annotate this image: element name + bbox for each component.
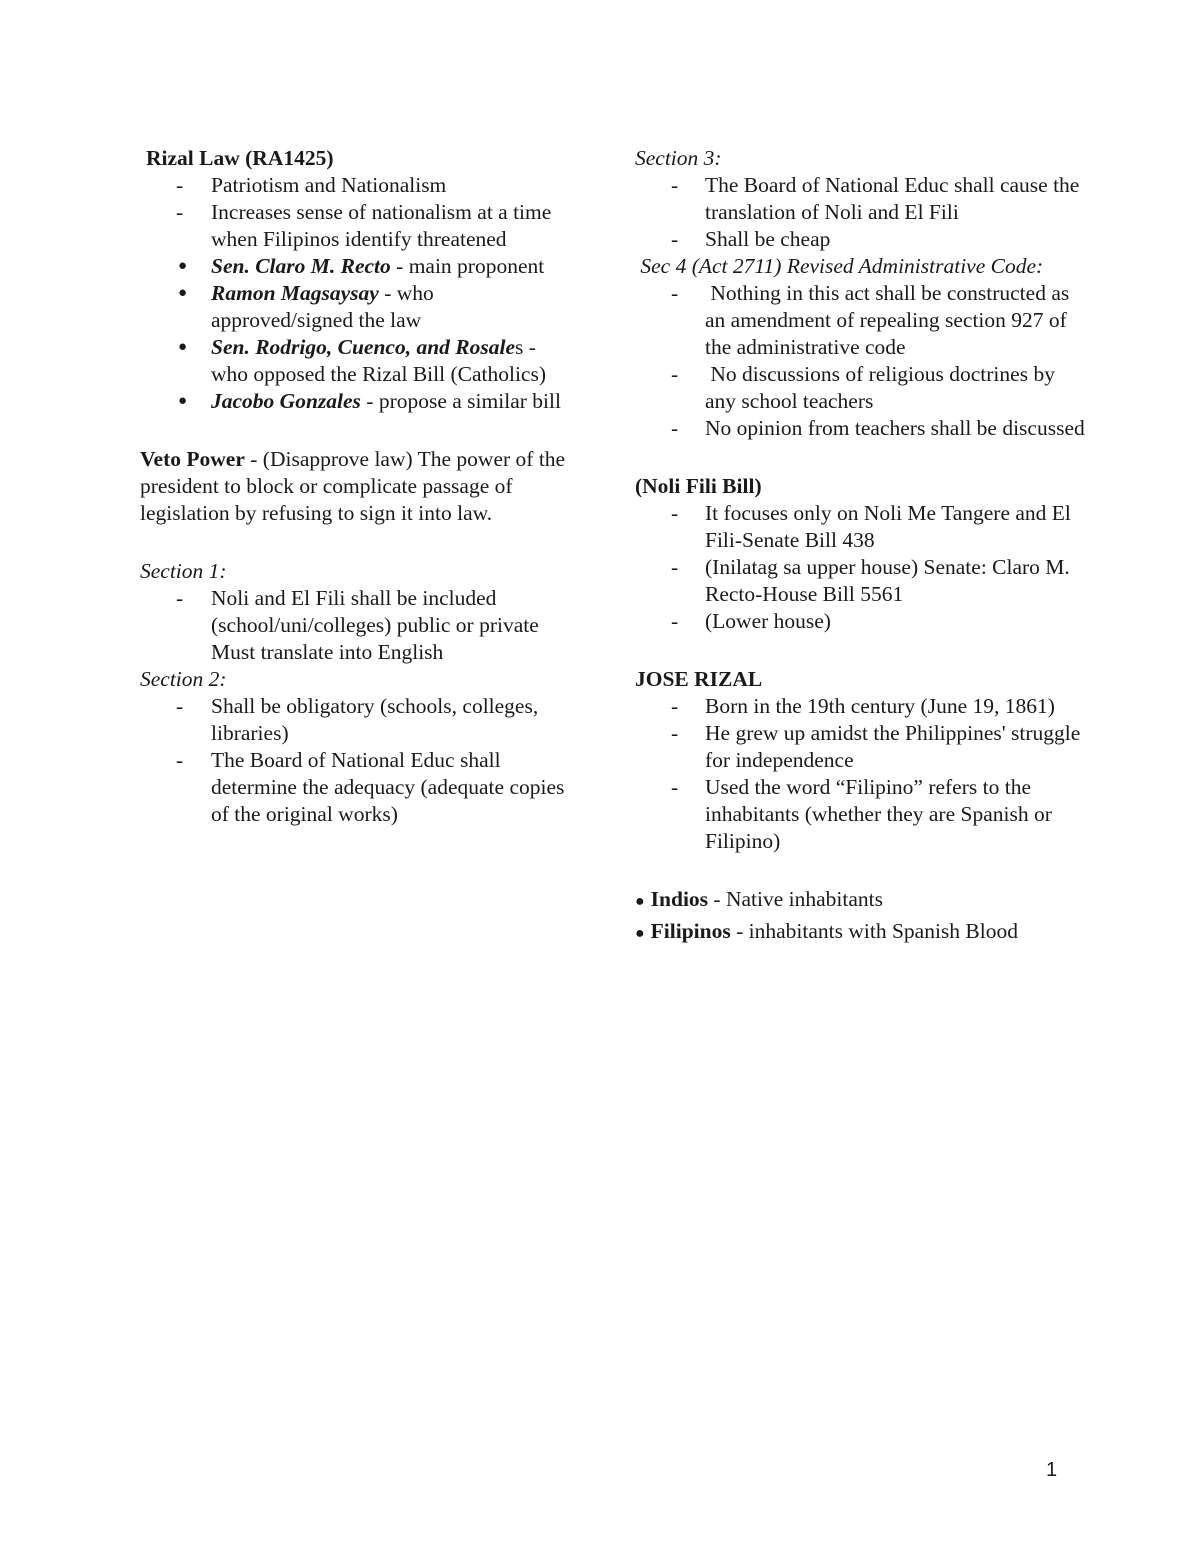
section-3-heading: Section 3: xyxy=(635,146,722,170)
veto-power-paragraph: Veto Power - (Disapprove law) The power of the president to block or complicate passage of legislation by refusing to sign it into law. xyxy=(140,447,566,525)
jose-rizal-list xyxy=(635,693,1085,855)
bullet-icon: ● xyxy=(178,285,188,301)
dash-marker: - xyxy=(671,281,679,305)
term-filipinos: ● Filipinos - inhabitants with Spanish Blood xyxy=(635,919,1018,943)
section-1-list xyxy=(140,585,570,666)
dash-marker: - xyxy=(176,200,184,224)
list-item: ● Jacobo Gonzales - propose a similar bill xyxy=(178,389,561,413)
section-4-heading: Sec 4 (Act 2711) Revised Administrative Code: xyxy=(635,254,1044,278)
list-item: - Noli and El Fili shall be included (school/uni/colleges) public or private Must translate into English xyxy=(176,586,539,664)
dash-marker: - xyxy=(671,416,679,440)
dash-marker: - xyxy=(671,227,679,251)
list-item: ● Sen. Claro M. Recto - main proponent xyxy=(178,254,545,278)
noli-fili-bill-heading: (Noli Fili Bill) xyxy=(635,474,762,498)
list-item: - No opinion from teachers shall be discussed xyxy=(671,416,1085,440)
bullet-icon: ● xyxy=(178,339,188,355)
veto-power-term: Veto Power xyxy=(140,447,245,471)
list-item: - Born in the 19th century (June 19, 1861) xyxy=(671,694,1055,718)
bullet-icon: ● xyxy=(178,393,188,409)
dash-marker: - xyxy=(176,586,184,610)
list-item: - The Board of National Educ shall determine the adequacy (adequate copies of the original works) xyxy=(176,748,565,826)
rizal-law-list xyxy=(140,172,570,253)
list-item: - (Inilatag sa upper house) Senate: Claro M. Recto-House Bill 5561 xyxy=(671,555,1070,606)
section-1-heading: Section 1: xyxy=(140,559,227,583)
section-3-list xyxy=(635,172,1085,253)
person-name: Ramon Magsaysay xyxy=(211,281,379,305)
list-item: - He grew up amidst the Philippines' struggle for independence xyxy=(671,721,1081,772)
list-item: - Shall be cheap xyxy=(671,227,831,251)
section-4-list xyxy=(635,280,1085,442)
list-item: - Shall be obligatory (schools, colleges, libraries) xyxy=(176,694,539,745)
dash-marker: - xyxy=(671,721,679,745)
dash-marker: - xyxy=(671,694,679,718)
dash-marker: - xyxy=(176,748,184,772)
list-item: - Used the word “Filipino” refers to the inhabitants (whether they are Spanish or Filipino) xyxy=(671,775,1052,853)
person-name: Sen. Claro M. Recto xyxy=(211,254,391,278)
section-2-list xyxy=(140,693,570,828)
dash-marker: - xyxy=(671,775,679,799)
dash-marker: - xyxy=(671,173,679,197)
jose-rizal-heading: JOSE RIZAL xyxy=(635,667,763,691)
dash-marker: - xyxy=(671,362,679,386)
term-indios: ● Indios - Native inhabitants xyxy=(635,887,883,911)
dash-marker: - xyxy=(176,694,184,718)
bullet-icon: ● xyxy=(178,258,188,274)
list-item: - The Board of National Educ shall cause the translation of Noli and El Fili xyxy=(671,173,1080,224)
bullet-icon: ● xyxy=(635,893,645,910)
list-item: ● Sen. Rodrigo, Cuenco, and Rosales - who opposed the Rizal Bill (Catholics) xyxy=(178,335,546,386)
section-2-heading: Section 2: xyxy=(140,667,227,691)
list-item: ● Ramon Magsaysay - who approved/signed the law xyxy=(178,281,434,332)
bullet-icon: ● xyxy=(635,925,645,942)
list-item: - Patriotism and Nationalism xyxy=(176,173,447,197)
list-item: - No discussions of religious doctrines by any school teachers xyxy=(671,362,1061,413)
dash-marker: - xyxy=(671,555,679,579)
dash-marker: - xyxy=(671,501,679,525)
list-item: - Increases sense of nationalism at a time when Filipinos identify threatened xyxy=(176,200,552,251)
people-list xyxy=(140,253,570,415)
list-item: - (Lower house) xyxy=(671,609,831,633)
right-column xyxy=(635,145,1085,947)
list-item: - It focuses only on Noli Me Tangere and El Fili-Senate Bill 438 xyxy=(671,501,1071,552)
list-item: - Nothing in this act shall be constructed as an amendment of repealing section 927 of the administrative code xyxy=(671,281,1075,359)
dash-marker: - xyxy=(176,173,184,197)
page-number: 1 xyxy=(1046,1459,1058,1481)
person-name: Sen. Rodrigo, Cuenco, and Rosale xyxy=(211,335,516,359)
noli-fili-bill-list xyxy=(635,500,1085,635)
dash-marker: - xyxy=(671,609,679,633)
person-name: Jacobo Gonzales xyxy=(211,389,361,413)
left-column xyxy=(140,145,570,828)
rizal-law-heading: Rizal Law (RA1425) xyxy=(146,146,334,170)
